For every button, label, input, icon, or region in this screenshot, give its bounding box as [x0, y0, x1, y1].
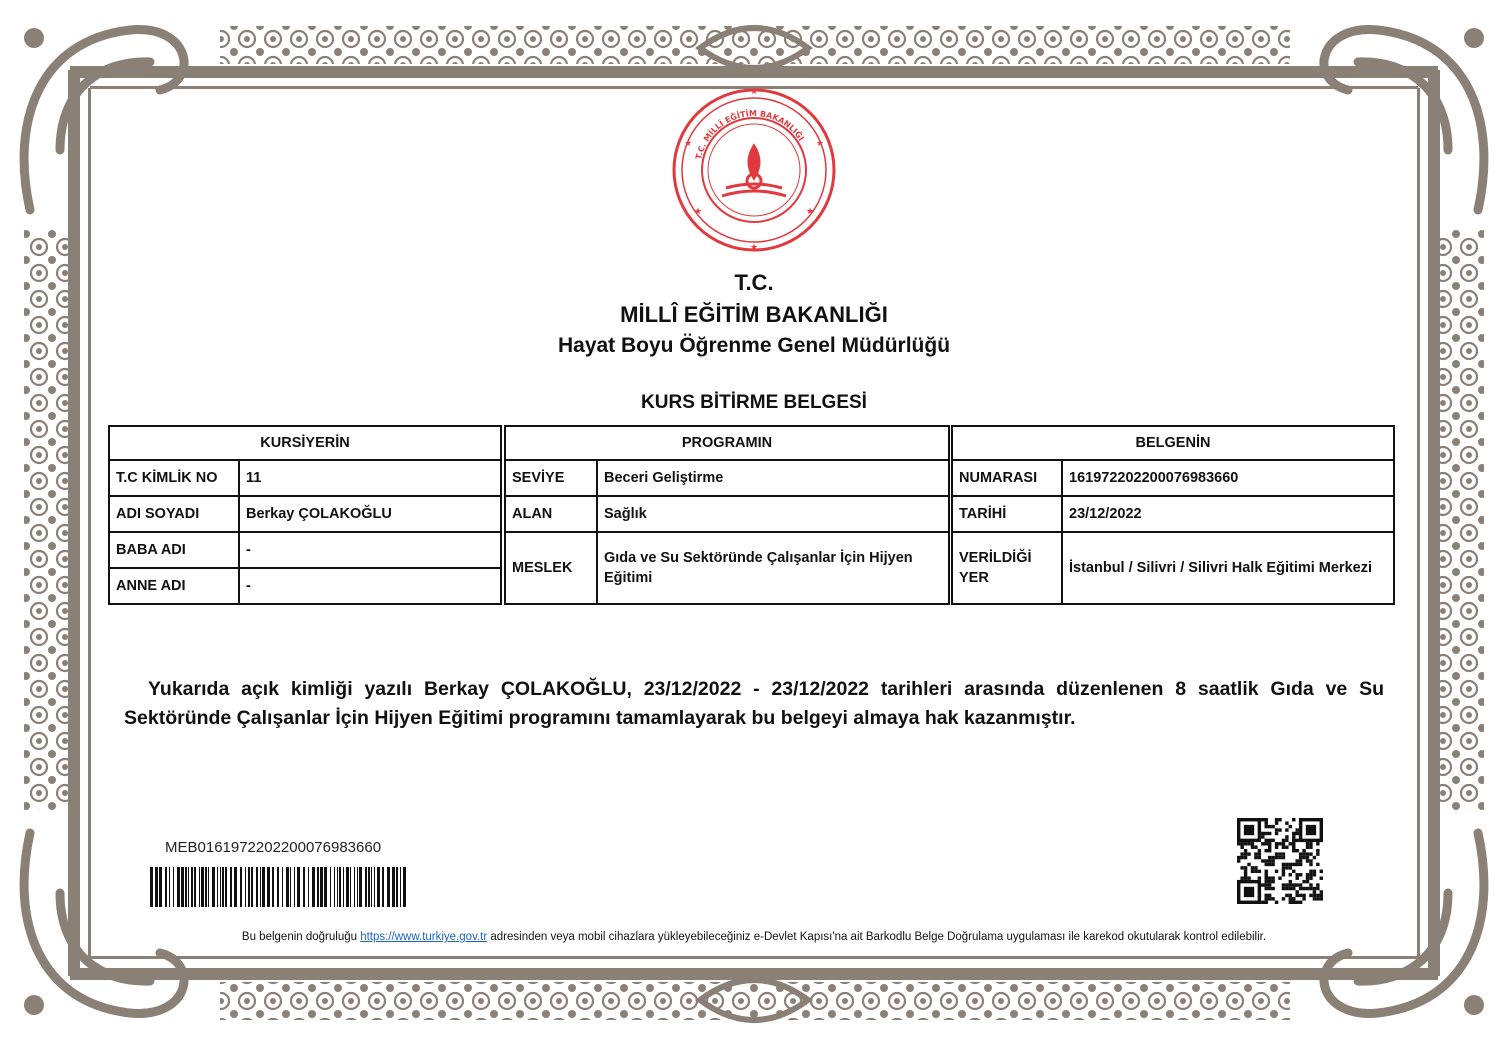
directorate-heading: Hayat Boyu Öğrenme Genel Müdürlüğü	[557, 334, 951, 357]
table-label: VERİLDİĞİ YER	[952, 532, 1062, 604]
table-label: T.C KİMLİK NO	[109, 460, 239, 496]
completion-statement: Yukarıda açık kimliği yazılı Berkay ÇOLAKOĞLU, 23/12/2022 - 23/12/2022 tarihleri arasında düzenlenen 8 saatlik Gıda ve Su Sektöründe Çalışanlar İçin Hijyen Eğitimi programını tamamlayarak bu belgeyi almaya hak kazanmıştır.	[124, 678, 1384, 729]
svg-text:★: ★	[683, 139, 693, 149]
table-value: -	[239, 568, 501, 604]
table-value: Sağlık	[597, 496, 949, 532]
table-label: NUMARASI	[952, 460, 1062, 496]
country-heading: T.C.	[734, 270, 774, 295]
verification-note-text: Bu belgenin doğruluğu	[241, 931, 361, 943]
qr-code-icon	[1237, 818, 1323, 904]
table-value: 23/12/2022	[1062, 496, 1394, 532]
trainee-table	[108, 425, 502, 605]
table-label: SEVİYE	[505, 460, 597, 496]
table-value: Gıda ve Su Sektöründe Çalışanlar İçin Hijyen Eğitimi	[597, 532, 949, 604]
table-label: MESLEK	[505, 532, 597, 604]
certificate-heading: BELGENİN	[952, 426, 1394, 460]
barcode-number: MEB0161972202200076983660	[165, 839, 382, 856]
table-label: BABA ADI	[109, 532, 239, 568]
svg-text:★: ★	[815, 139, 825, 149]
table-value: Berkay ÇOLAKOĞLU	[239, 496, 501, 532]
seal-text: T.C. MİLLÎ EĞİTİM BAKANLIĞI	[694, 108, 806, 161]
table-label: ANNE ADI	[109, 568, 239, 604]
table-label: ALAN	[505, 496, 597, 532]
ministry-seal-logo	[670, 86, 838, 254]
table-value: 161972202200076983660	[1062, 460, 1394, 496]
svg-text:★: ★	[749, 243, 759, 253]
verification-note-text: adresinden veya mobil cihazlara yükleyebileceğiniz e-Devlet Kapısı'na ait Barkodlu Belge Doğrulama uygulaması ile karekod okutularak kontrol edilebilir.	[487, 931, 1267, 943]
ministry-heading: MİLLÎ EĞİTİM BAKANLIĞI	[620, 302, 888, 327]
trainee-heading: KURSİYERİN	[109, 426, 501, 460]
document-title: KURS BİTİRME BELGESİ	[641, 392, 867, 413]
table-value: 11	[239, 460, 501, 496]
table-value: Beceri Geliştirme	[597, 460, 949, 496]
turkiye-gov-link[interactable]: https://www.turkiye.gov.tr	[360, 931, 488, 943]
certificate-table	[951, 425, 1395, 605]
table-value: İstanbul / Silivri / Silivri Halk Eğitimi Merkezi	[1062, 532, 1394, 604]
svg-text:★: ★	[805, 207, 815, 217]
barcode-graphic	[150, 867, 412, 907]
table-label: ADI SOYADI	[109, 496, 239, 532]
program-table	[504, 425, 950, 605]
svg-text:★: ★	[693, 207, 703, 217]
table-value: -	[239, 532, 501, 568]
svg-text:★: ★	[749, 87, 759, 97]
program-heading: PROGRAMIN	[505, 426, 949, 460]
table-label: TARİHİ	[952, 496, 1062, 532]
verification-note	[0, 931, 1508, 943]
